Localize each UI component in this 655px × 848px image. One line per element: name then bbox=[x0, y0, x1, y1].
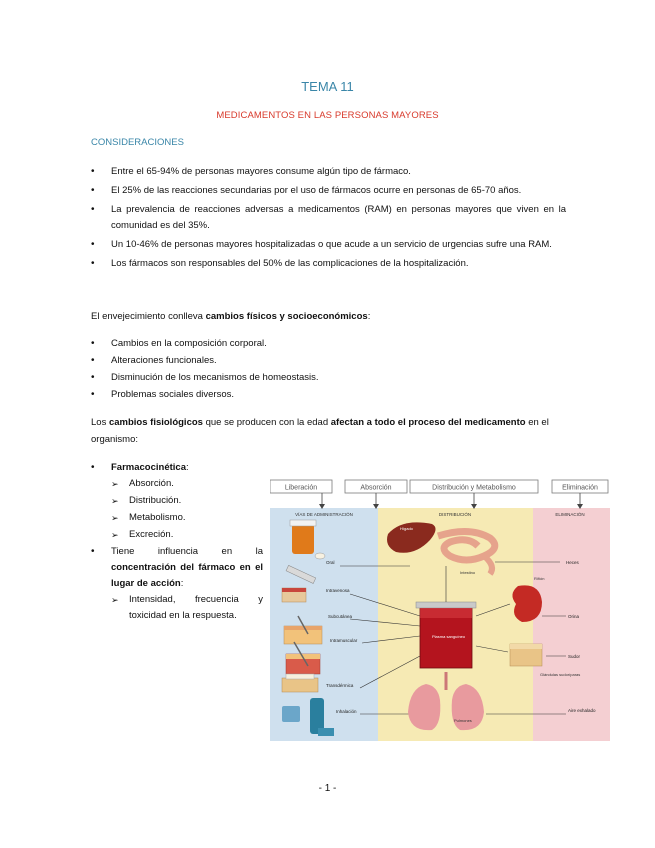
route-label: Intramuscular bbox=[330, 638, 358, 643]
physio-bold: cambios fisiológicos bbox=[108, 417, 203, 428]
pharmacokinetics-colon: : bbox=[185, 462, 189, 473]
output-label: Heces bbox=[566, 560, 579, 565]
physio-text: Los bbox=[91, 417, 109, 428]
influence-sublist bbox=[111, 592, 263, 624]
list-item: • Un 10-46% de personas mayores hospitalizadas o que acude a un servicio de urgencias sufre una RAM. bbox=[91, 237, 566, 253]
transdermal-patch-icon bbox=[282, 674, 318, 692]
aging-intro bbox=[91, 308, 566, 325]
organ-label: Plasma sanguíneo bbox=[432, 634, 466, 639]
column-title: VÍAS DE ADMINISTRACIÓN bbox=[295, 512, 353, 517]
organ-label: Pulmones bbox=[454, 718, 472, 723]
aging-list bbox=[91, 336, 566, 404]
sweat-gland-icon bbox=[510, 644, 542, 666]
route-label: Inhalación bbox=[336, 709, 357, 714]
physio-text: que se producen con la edad bbox=[202, 417, 331, 428]
list-item: • Cambios en la composición corporal. bbox=[91, 336, 566, 352]
list-item: • Entre el 65-94% de personas mayores consume algún tipo de fármaco. bbox=[91, 164, 566, 180]
phase-label: Distribución y Metabolismo bbox=[432, 484, 516, 492]
influence-suffix: : bbox=[180, 578, 184, 589]
sublist-item: ➢ Metabolismo. bbox=[111, 510, 263, 526]
physio-text: en el organismo: bbox=[91, 417, 549, 445]
sublist-item: ➢ Absorción. bbox=[111, 476, 263, 492]
aging-intro-bold: cambios físicos y socioeconómicos bbox=[205, 311, 368, 322]
organ-label: Intestino bbox=[460, 570, 476, 575]
page-title: TEMA 11 bbox=[301, 79, 354, 94]
aging-intro-text: El envejecimiento conlleva bbox=[91, 311, 206, 322]
influence-text: Tiene influencia en la bbox=[111, 546, 263, 557]
considerations-list bbox=[91, 164, 566, 275]
sublist-item: ➢ Distribución. bbox=[111, 493, 263, 509]
organ-label: Glándulas sudoríparas bbox=[540, 672, 581, 677]
page-number: - 1 - bbox=[318, 783, 337, 794]
elimination-zone bbox=[533, 508, 610, 741]
organ-label: Riñón bbox=[534, 576, 545, 581]
pharmacokinetics-figure bbox=[270, 476, 610, 741]
phase-label: Absorción bbox=[360, 484, 392, 492]
route-label: Transdérmica bbox=[326, 683, 354, 688]
list-item: • Alteraciones funcionales. bbox=[91, 353, 566, 369]
organ-label: Hígado bbox=[400, 526, 413, 531]
output-label: Sudor bbox=[568, 654, 581, 659]
route-label: Oral bbox=[326, 560, 335, 565]
list-item: • Disminución de los mecanismos de homeostasis. bbox=[91, 370, 566, 386]
output-label: Aire exhalado bbox=[568, 708, 596, 713]
phase-label: Liberación bbox=[284, 484, 318, 492]
sublist-item: ➢ Intensidad, frecuencia y toxicidad en la respuesta. bbox=[111, 592, 263, 624]
page-subtitle: MEDICAMENTOS EN LAS PERSONAS MAYORES bbox=[216, 110, 439, 121]
pharmacokinetics-list bbox=[91, 460, 263, 627]
column-title: ELIMINACIÓN bbox=[555, 512, 585, 517]
list-item bbox=[91, 544, 263, 624]
physio-paragraph bbox=[91, 414, 566, 448]
list-item bbox=[91, 460, 263, 543]
physio-bold: afectan a todo el proceso del medicamento bbox=[330, 417, 526, 428]
route-label: Subcutánea bbox=[328, 614, 353, 619]
column-title: DISTRIBUCIÓN bbox=[438, 512, 472, 517]
list-item: • Problemas sociales diversos. bbox=[91, 387, 566, 403]
section-heading: CONSIDERACIONES bbox=[91, 137, 184, 148]
phase-label: Eliminación bbox=[562, 484, 598, 492]
output-label: Orina bbox=[568, 614, 580, 619]
list-item: • Los fármacos son responsables del 50% de las complicaciones de la hospitalización. bbox=[91, 256, 566, 272]
pharmacokinetics-sublist bbox=[111, 476, 263, 543]
influence-bold: concentración del fármaco en el lugar de acción bbox=[111, 562, 263, 589]
route-label: Intravenosa bbox=[326, 588, 350, 593]
phase-header-bar bbox=[270, 480, 608, 509]
pharmacokinetics-label: Farmacocinética bbox=[111, 462, 186, 473]
sublist-item: ➢ Excreción. bbox=[111, 527, 263, 543]
list-item: • La prevalencia de reacciones adversas a medicamentos (RAM) en personas mayores que viven en la comunidad es del 35%. bbox=[91, 202, 566, 234]
aging-intro-suffix: : bbox=[367, 311, 371, 322]
list-item: • El 25% de las reacciones secundarias por el uso de fármacos ocurre en personas de 65-70 años. bbox=[91, 183, 566, 199]
